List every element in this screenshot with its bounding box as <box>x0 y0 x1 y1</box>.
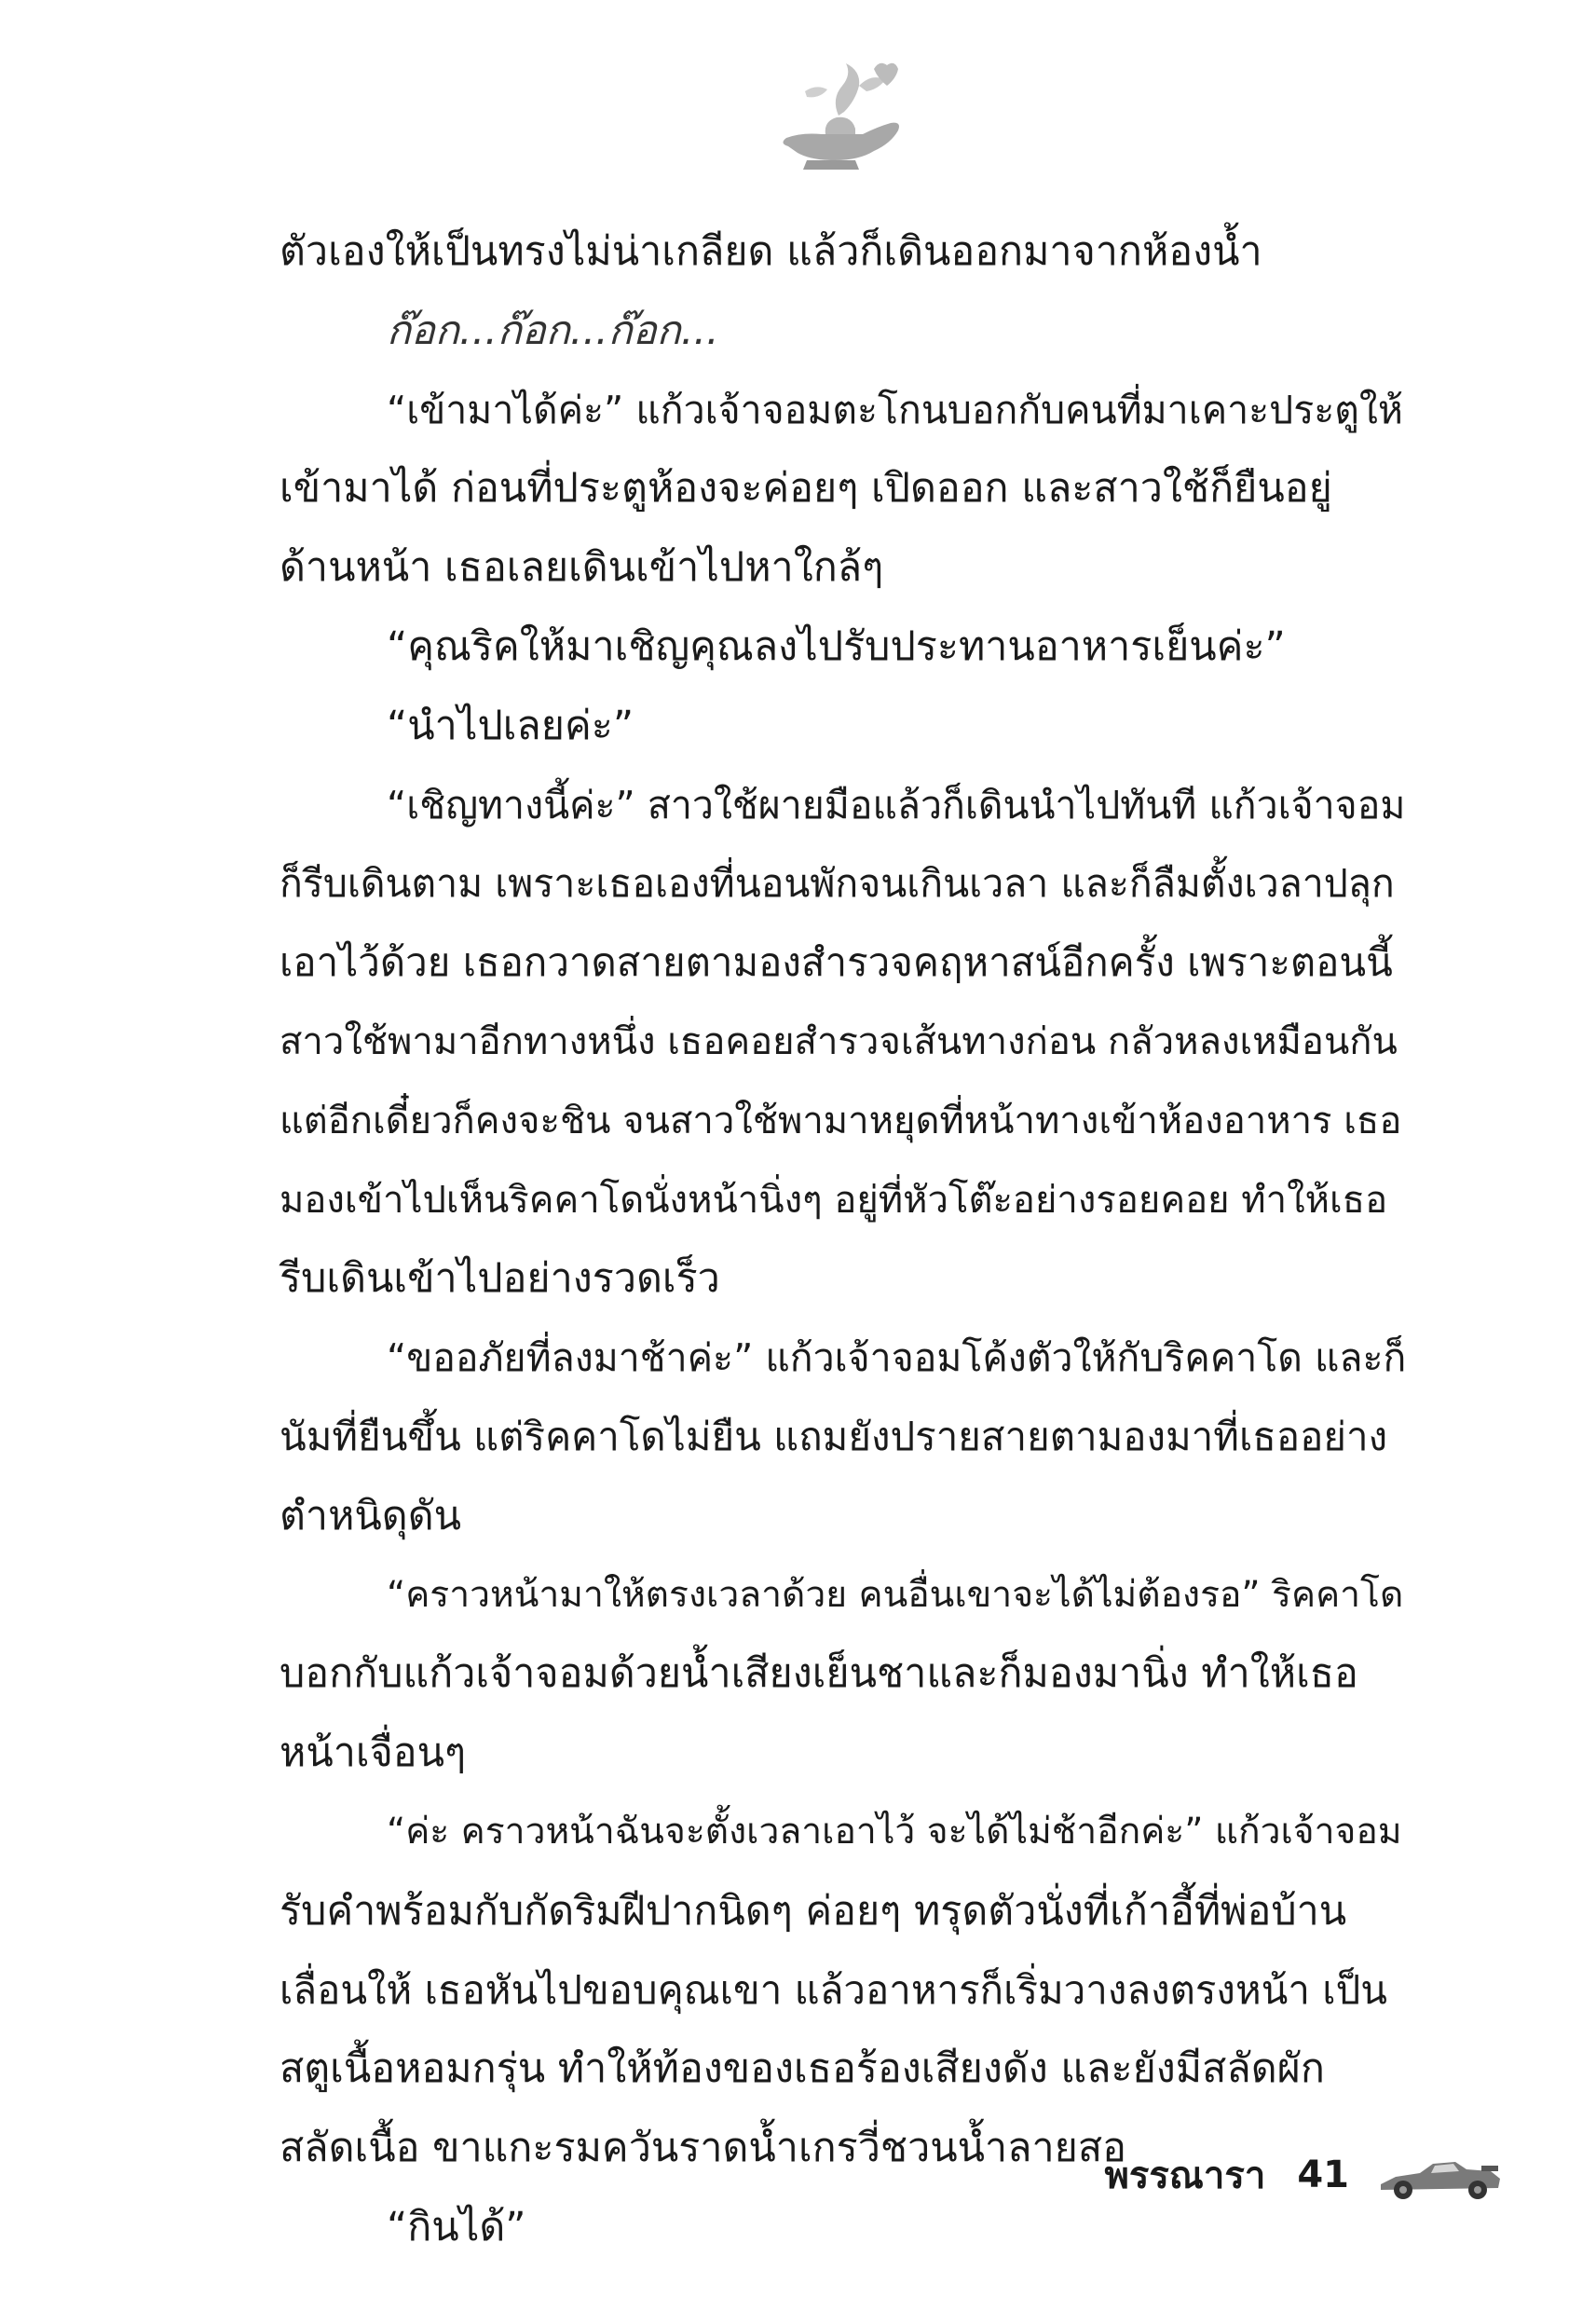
genie-lamp-icon <box>770 58 909 179</box>
text-line: หน้าเจื่อนๆ <box>280 1730 467 1777</box>
text-line: ก็รีบเดินตาม เพราะเธอเองที่นอนพักจนเกินเวลา และก็ลืมตั้งเวลาปลุก <box>280 861 1395 907</box>
text-line: ตัวเองให้เป็นทรงไม่น่าเกลียด แล้วก็เดินออกมาจากห้องน้ำ <box>280 228 1262 275</box>
footer-title: พรรณารา <box>1104 2154 1266 2197</box>
text-line: “เชิญทางนี้ค่ะ” สาวใช้ผายมือแล้วก็เดินนำไปทันที แก้วเจ้าจอม <box>387 782 1406 827</box>
text-line: “กินได้” <box>387 2203 526 2250</box>
text-line: “นำไปเลยค่ะ” <box>387 702 634 749</box>
text-line: เอาไว้ด้วย เธอกวาดสายตามองสำรวจคฤหาสน์อีกครั้ง เพราะตอนนี้ <box>280 939 1393 986</box>
page-footer <box>1104 2145 1503 2205</box>
text-line: รับคำพร้อมกับกัดริมฝีปากนิดๆ ค่อยๆ ทรุดตัวนั่งที่เก้าอี้ที่พ่อบ้าน <box>280 1887 1347 1935</box>
text-line: ด้านหน้า เธอเลยเดินเข้าไปหาใกล้ๆ <box>280 544 884 592</box>
page-number: 41 <box>1297 2154 1349 2196</box>
text-line: “ขออภัยที่ลงมาช้าค่ะ” แก้วเจ้าจอมโค้งตัวให้กับริคคาโด และก็ <box>387 1335 1407 1381</box>
text-line: “เข้ามาได้ค่ะ” แก้วเจ้าจอมตะโกนบอกกับคนที่มาเคาะประตูให้ <box>387 387 1403 432</box>
text-line: บอกกับแก้วเจ้าจอมด้วยน้ำเสียงเย็นชาและก็มองมานิ่ง ทำให้เธอ <box>280 1650 1358 1698</box>
text-line: สลัดเนื้อ ขาแกะรมควันราดน้ำเกรวี่ชวนน้ำลายสอ <box>280 2125 1126 2172</box>
race-car-icon <box>1377 2149 1503 2201</box>
text-line: เลื่อนให้ เธอหันไปขอบคุณเขา แล้วอาหารก็เริ่มวางลงตรงหน้า เป็น <box>280 1966 1388 2013</box>
text-line: เข้ามาได้ ก่อนที่ประตูห้องจะค่อยๆ เปิดออก และสาวใช้ก็ยืนอยู่ <box>280 465 1332 513</box>
body-text <box>280 212 1412 2267</box>
text-line: “ค่ะ คราวหน้าฉันจะตั้งเวลาเอาไว้ จะได้ไม่ช้าอีกค่ะ” แก้วเจ้าจอม <box>387 1810 1402 1853</box>
text-line: ก๊อก...ก๊อก...ก๊อก... <box>387 307 719 354</box>
text-line: มองเข้าไปเห็นริคคาโดนั่งหน้านิ่งๆ อยู่ที่หัวโต๊ะอย่างรอยคอย ทำให้เธอ <box>280 1178 1388 1222</box>
text-line: “คุณริคให้มาเชิญคุณลงไปรับประทานอาหารเย็นค่ะ” <box>387 622 1286 670</box>
text-line: นัมที่ยืนขึ้น แต่ริคคาโดไม่ยืน แถมยังปรายสายตามองมาที่เธออย่าง <box>280 1413 1388 1459</box>
text-line: สาวใช้พามาอีกทางหนึ่ง เธอคอยสำรวจเส้นทางก่อน กลัวหลงเหมือนกัน <box>280 1019 1398 1063</box>
text-line: แต่อีกเดี๋ยวก็คงจะชิน จนสาวใช้พามาหยุดที่หน้าทางเข้าห้องอาหาร เธอ <box>280 1099 1402 1142</box>
text-line: รีบเดินเข้าไปอย่างรวดเร็ว <box>280 1255 720 1303</box>
text-line: สตูเนื้อหอมกรุ่น ทำให้ท้องของเธอร้องเสียงดัง และยังมีสลัดผัก <box>280 2045 1325 2093</box>
text-line: ตำหนิดุดัน <box>280 1492 462 1539</box>
text-line: “คราวหน้ามาให้ตรงเวลาด้วย คนอื่นเขาจะได้ไม่ต้องรอ” ริคคาโด <box>387 1573 1404 1616</box>
